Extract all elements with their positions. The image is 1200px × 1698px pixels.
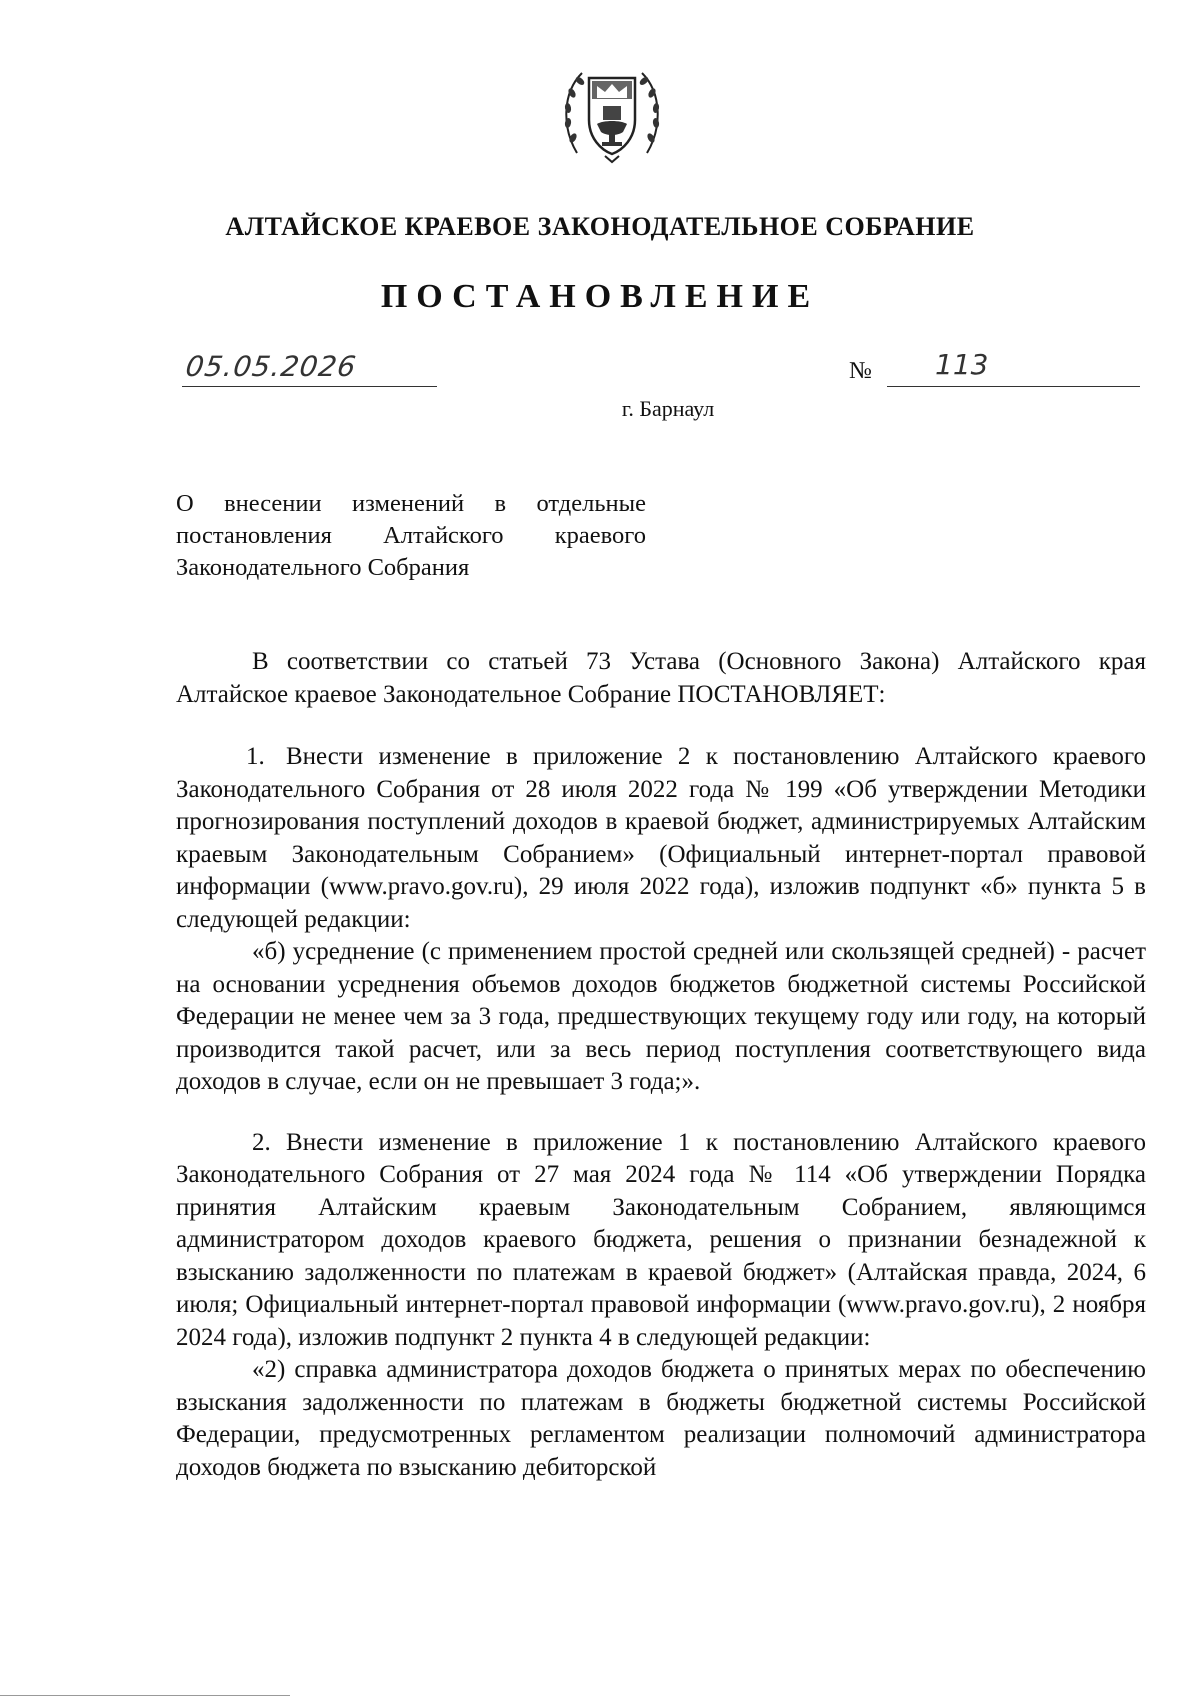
item-1-paragraph bbox=[176, 741, 1146, 936]
date-handwritten: 05.05.2026 bbox=[183, 350, 359, 383]
subject-line-3: Законодательного Собрания bbox=[176, 554, 470, 581]
number-label: № bbox=[849, 358, 872, 384]
subject-line-1: О внесении изменений в отдельные bbox=[176, 490, 646, 517]
subject-line-2: постановления Алтайского краевого bbox=[176, 522, 646, 549]
item-1-text: Внести изменение в приложение 2 к постановлению Алтайского краевого Законодательного Собрания от 28 июля 2022 года № 199 «Об утверждении Методики прогнозирования поступлений доходов в краевой бюджет, администрируемых Алтайским краевым Законодательным Собранием» (Официальный интернет-портал правовой информации (www.pravo.gov.ru), 29 июля 2022 года), изложив подпункт «б» пункта 5 в следующей редакции: bbox=[176, 743, 1146, 933]
item-2-quote-paragraph: «2) справка администратора доходов бюджета о принятых мерах по обеспечению взыскания задолженности по платежам в бюджеты бюджетной системы Российской Федерации, предусмотренных регламентом реализации полномочий администратора доходов бюджета по взысканию дебиторской bbox=[176, 1356, 1146, 1481]
document-body bbox=[176, 646, 1146, 1484]
item-2-paragraph: 2. Внести изменение в приложение 1 к постановлению Алтайского краевого Законодательного Собрания от 27 мая 2024 года № 114 «Об утверждении Порядка принятия Алтайским краевым Законодательным Собранием, являющимся администратором доходов краевого бюджета, решения о признании безнадежной к взысканию задолженности по платежам в краевой бюджет» (Алтайская правда, 2024, 6 июля; Официальный интернет-портал правовой информации (www.pravo.gov.ru), 2 ноября 2024 года), изложив подпункт 2 пункта 4 в следующей редакции: bbox=[176, 1128, 1146, 1351]
coat-of-arms-icon bbox=[557, 58, 667, 168]
item-1-quote-paragraph: «б) усреднение (с применением простой средней или скользящей средней) - расчет на основании усреднения объемов доходов бюджетов бюджетной системы Российской Федерации не менее чем за 3 года, предшествующих текущему году или году, на который производится такой расчет, или за весь период поступления соответствующего вида доходов в случае, если он не превышает 3 года;». bbox=[176, 938, 1146, 1095]
city: г. Барнаул bbox=[621, 396, 715, 421]
preamble-paragraph: В соответствии со статьей 73 Устава (Основного Закона) Алтайского края Алтайское краевое Законодательное Собрание ПОСТАНОВЛЯЕТ: bbox=[176, 648, 1146, 708]
organization-name: АЛТАЙСКОЕ КРАЕВОЕ ЗАКОНОДАТЕЛЬНОЕ СОБРАНИЕ bbox=[225, 212, 975, 241]
document-type-title: ПОСТАНОВЛЕНИЕ bbox=[380, 278, 820, 315]
page-bottom-rule bbox=[0, 1695, 290, 1696]
item-1-number: 1. bbox=[246, 743, 265, 770]
date-field bbox=[182, 352, 437, 387]
document-subject bbox=[176, 488, 646, 584]
number-field bbox=[887, 348, 1140, 387]
number-handwritten: 113 bbox=[935, 348, 989, 381]
